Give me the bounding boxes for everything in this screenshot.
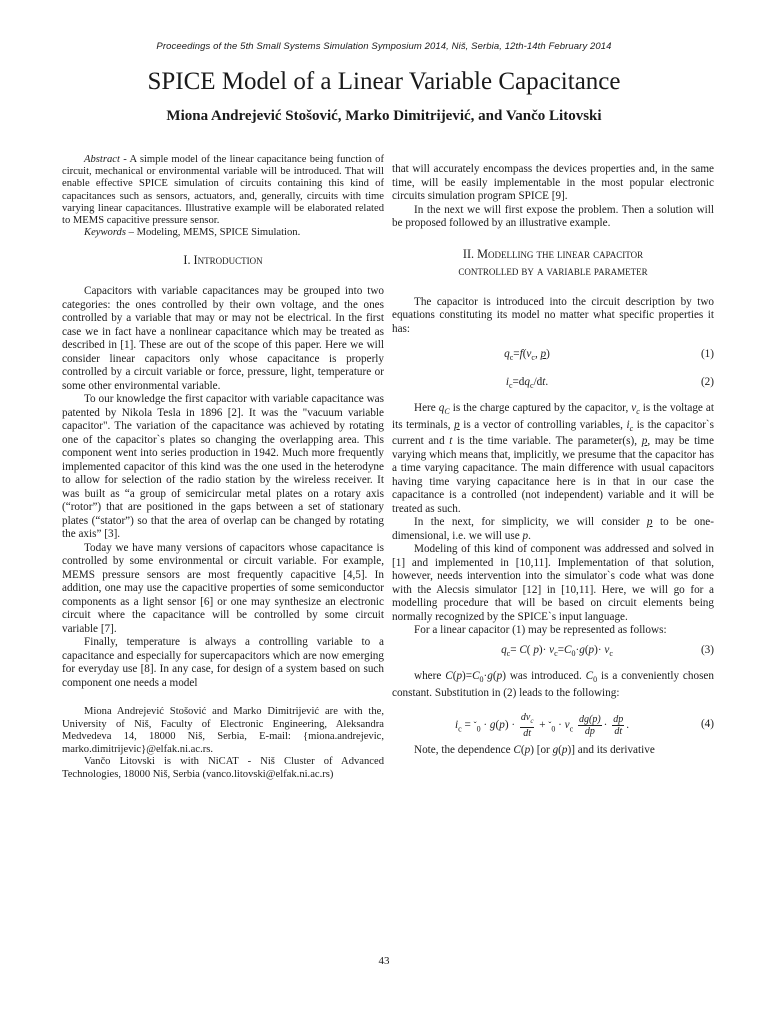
page-number: 43 — [378, 955, 390, 967]
intro-paragraph-2: To our knowledge the first capacitor with variable capacitance was patented by Nikola Tesla in 1896 [2]. It was the "vacuum variable capacitor". The variation of the capacitance was achieved by rotating one of the capacitor`s plates so changing the overlapping area. This component went into series production in 1942. Much more frequently implemented capacitor of this kind was the one used in the heterodyne to allow for selection of the radio station by the wireless receiver. It was built as “a group of semicircular metal plates on a rotary axis (“rotor”) that are positioned in the gaps between a set of stationary plates (“stator”) so that the area of overlap can be changed by rotating the axis” [3]. — [62, 393, 384, 541]
footnote-affiliation-2: Vančo Litovski is with NiCAT - Niš Cluster of Advanced Technologies, 18000 Niš, Serbia (vanco.litovski@elfak.ni.ac.rs) — [62, 756, 384, 780]
author-list: Miona Andrejević Stošović, Marko Dimitrijević, and Vančo Litovski — [166, 108, 602, 124]
intro-paragraph-4: Finally, temperature is always a controlling variable to a capacitance and especially for supercapacitors which are now emerging for everyday use [8]. In any case, for design of a system based on such component one needs a model — [62, 636, 384, 689]
right-paragraph-1: that will accurately encompass the devices properties and, in the same time, will be easily implementable in the most popular electronic circuits simulation program SPICE [9]. — [392, 163, 714, 202]
section-heading-introduction: I. Introduction — [183, 253, 263, 268]
abstract — [62, 154, 384, 227]
right-paragraph-7: For a linear capacitor (1) may be represented as follows: — [414, 624, 667, 637]
right-paragraph-9: Note, the dependence C(p) [or g(p)] and its derivative — [414, 744, 655, 757]
equation-2 — [392, 372, 714, 394]
equation-3-body: $q_c= C$( $p)\cdot v_c=C_0\cdot g(p)\cdot v_c$ — [501, 643, 613, 659]
section-heading-modelling: II. Modelling the linear capacitor controlled by a variable parameter — [458, 246, 648, 278]
keywords-text: – Modeling, MEMS, SPICE Simulation. — [125, 227, 301, 239]
equation-2-number: (2) — [700, 376, 714, 388]
keywords-label: Keywords — [84, 227, 126, 239]
right-paragraph-4: Here $q_C$ is the charge captured by the capacitor, $v_c$ is the voltage at its terminals, p is a vector of controlling variables, $i_c$ is the capacitor`s current and t is the time variable. The parameter(s), p, may be time varying which means that, implicitly, we presume that the capacitor has a time varying capacitance. The main difference with usual capacitors having time varying capacitance here is in that in our case the capacitance is a controlled (not independent) variable and it will be treated as such. — [392, 402, 714, 515]
equation-1-body: $q_c=f(v_c$, p) — [504, 348, 550, 363]
equation-3-number: (3) — [700, 643, 714, 656]
right-paragraph-3: The capacitor is introduced into the circuit description by two equations constituting its model no matter what specific properties it has: — [392, 295, 714, 335]
right-column — [392, 163, 714, 758]
abstract-label: Abstract — [84, 154, 120, 165]
equation-4 — [392, 706, 714, 744]
equation-4-number: (4) — [700, 718, 714, 731]
right-paragraph-6: Modeling of this kind of component was addressed and solved in [1] and implemented in [10,11]. Implementation of that solution, however, needs intervention into the simulator`s code what was done with the Alecsis simulator [12] in [10,11]. Here, we will go for a modelling procedure that will be based on circuit elements being normally recognized by the SPICE`s input language. — [392, 543, 714, 623]
right-paragraph-5: In the next, for simplicity, we will consider p to be one-dimensional, i.e. we will use p. — [392, 516, 715, 542]
abstract-text: - A simple model of the linear capacitance being function of circuit, mechanical or environmental variable will be introduced. That will enable effective SPICE simulation of circuits containing this kind of capacitances such as sensors, actuators, and, generally, circuits with time varying linear capacitances. Illustrative example will be elaborated related to MEMS capacitive pressure sensor. — [62, 154, 384, 227]
running-header: Proceedings of the 5th Small Systems Simulation Symposium 2014, Niš, Serbia, 12th-14th February 2014 — [156, 41, 612, 52]
equation-1-number: (1) — [700, 348, 714, 360]
left-column — [62, 154, 384, 781]
intro-paragraph-1: Capacitors with variable capacitances may be grouped into two categories: the ones controlled by their own voltage, and the ones controlled by a variable that may or may not be electrical. In the first case we in fact have a nonlinear capacitance which may be treated as described in [1]. These are out of the scope of this paper. Here we will consider linear capacitors only whose capacitance is properly controlled by a circuit variable or force, pressure, light, temperature or some other environmental variable. — [62, 285, 384, 392]
paper-title: SPICE Model of a Linear Variable Capacitance — [147, 68, 621, 95]
right-paragraph-8: where $C(p)=C_0\cdot g(p)$ was introduced. $C_0$ is a conveniently chosen constant. Substitution in (2) leads to the following: — [392, 669, 714, 699]
equation-2-body: $i_c=dq_c/dt$. — [505, 376, 549, 391]
keywords — [62, 227, 384, 239]
equation-1 — [392, 344, 714, 366]
equation-3 — [392, 640, 714, 662]
footnote-affiliation-1: Miona Andrejević Stošović and Marko Dimitrijević are with the, University of Niš, Faculty of Electronic Engineering, Aleksandra Medvedeva 14, 18000 Niš, Serbia, E-mail: {miona.andrejevic, marko.dimitrijevic}@elfak.ni.ac.rs. — [62, 706, 384, 755]
equation-4-body: $i_c$ = ˇ$_0$ · g(p) · $\frac{dv_c}{dt}$ + ˇ$_0$ · $v_c$ $\frac{dg(p)}{dp}$ · $\frac{dp}{dt}$ . — [455, 712, 629, 740]
intro-paragraph-3: Today we have many versions of capacitors whose capacitance is controlled by some environmental or circuit variable. For example, MEMS pressure sensors are most frequently capacitive [4,5]. In addition, one may use the capacitive properties of some semiconductor components as a light sensor [6] or one may synthesize an electronic circuit where the capacitance will be controlled by some circuit variable [7]. — [62, 541, 384, 635]
right-paragraph-2: In the next we will first expose the problem. Then a solution will be proposed followed by an illustrative example. — [392, 203, 714, 229]
